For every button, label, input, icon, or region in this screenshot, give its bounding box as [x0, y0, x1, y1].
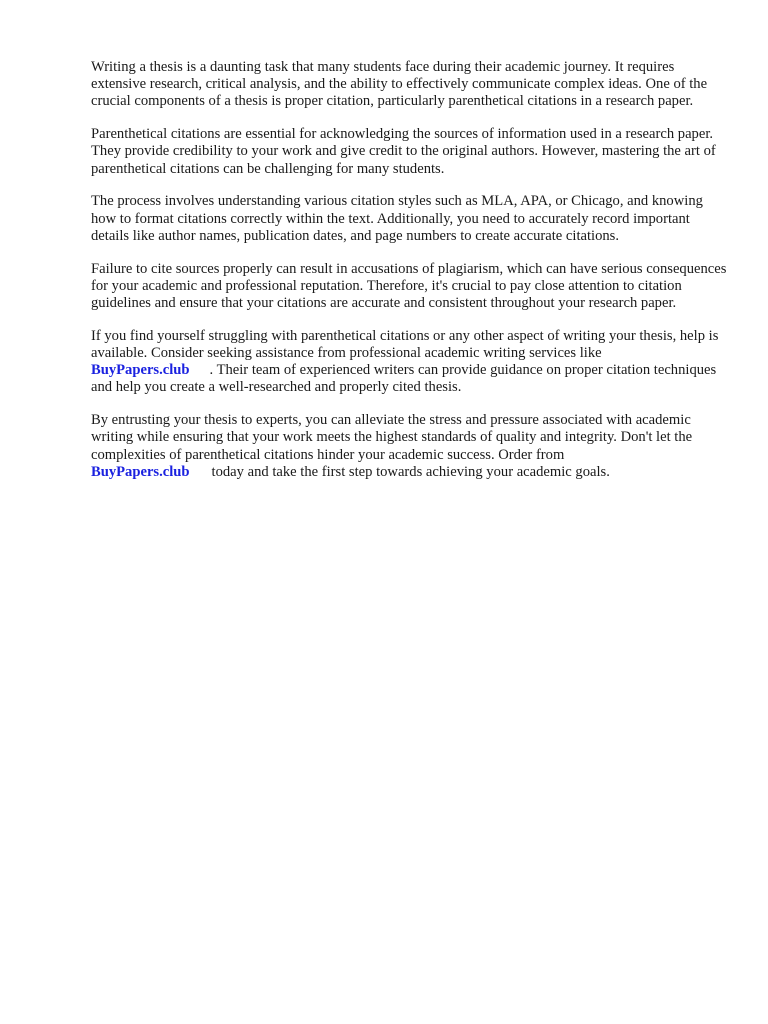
paragraph-closing-text-after: today and take the first step towards achieving your academic goals. — [211, 463, 610, 480]
buypapers-link-closing[interactable]: BuyPapers.club — [91, 463, 190, 480]
buypapers-link[interactable]: BuyPapers.club — [91, 362, 190, 379]
paragraph-help-text: If you find yourself struggling with parenthetical citations or any other aspect of writing your thesis, help is available. Consider seeking assistance from professional academic writing services like — [91, 327, 719, 362]
paragraph-closing-text: By entrusting your thesis to experts, you can alleviate the stress and pressure associated with academic writing while ensuring that your work meets the highest standards of quality and integrity. Don't let the complexities of parenthetical citations hinder your academic success. Order from — [91, 412, 693, 463]
paragraph-importance: Parenthetical citations are essential for acknowledging the sources of information used in a research paper. They provide credibility to your work and give credit to the original authors. However, mastering the art of parenthetical citations can be challenging for many students. — [91, 126, 716, 177]
paragraph-plagiarism: Failure to cite sources properly can result in accusations of plagiarism, which can have serious consequences for your academic and professional reputation. Therefore, it's crucial to pay close attention to citation guidelines and ensure that your citations are accurate and consistent throughout your research paper. — [91, 260, 727, 312]
paragraph-intro: Writing a thesis is a daunting task that many students face during their academic journey. It requires extensive research, critical analysis, and the ability to effectively communicate complex ideas. One of the crucial components of a thesis is proper citation, particularly parenthetical citations in a research paper. — [91, 59, 708, 110]
paragraph-help — [91, 328, 731, 397]
paragraph-closing — [91, 412, 731, 481]
document-body — [91, 59, 731, 497]
paragraph-process: The process involves understanding various citation styles such as MLA, APA, or Chicago, and knowing how to format citations correctly within the text. Additionally, you need to accurately record important details like author names, publication dates, and page numbers to create accurate citations. — [91, 193, 703, 244]
paragraph-help-text-after: . Their team of experienced writers can provide guidance on proper citation techniques and help you create a well-researched and properly cited thesis. — [91, 362, 717, 396]
